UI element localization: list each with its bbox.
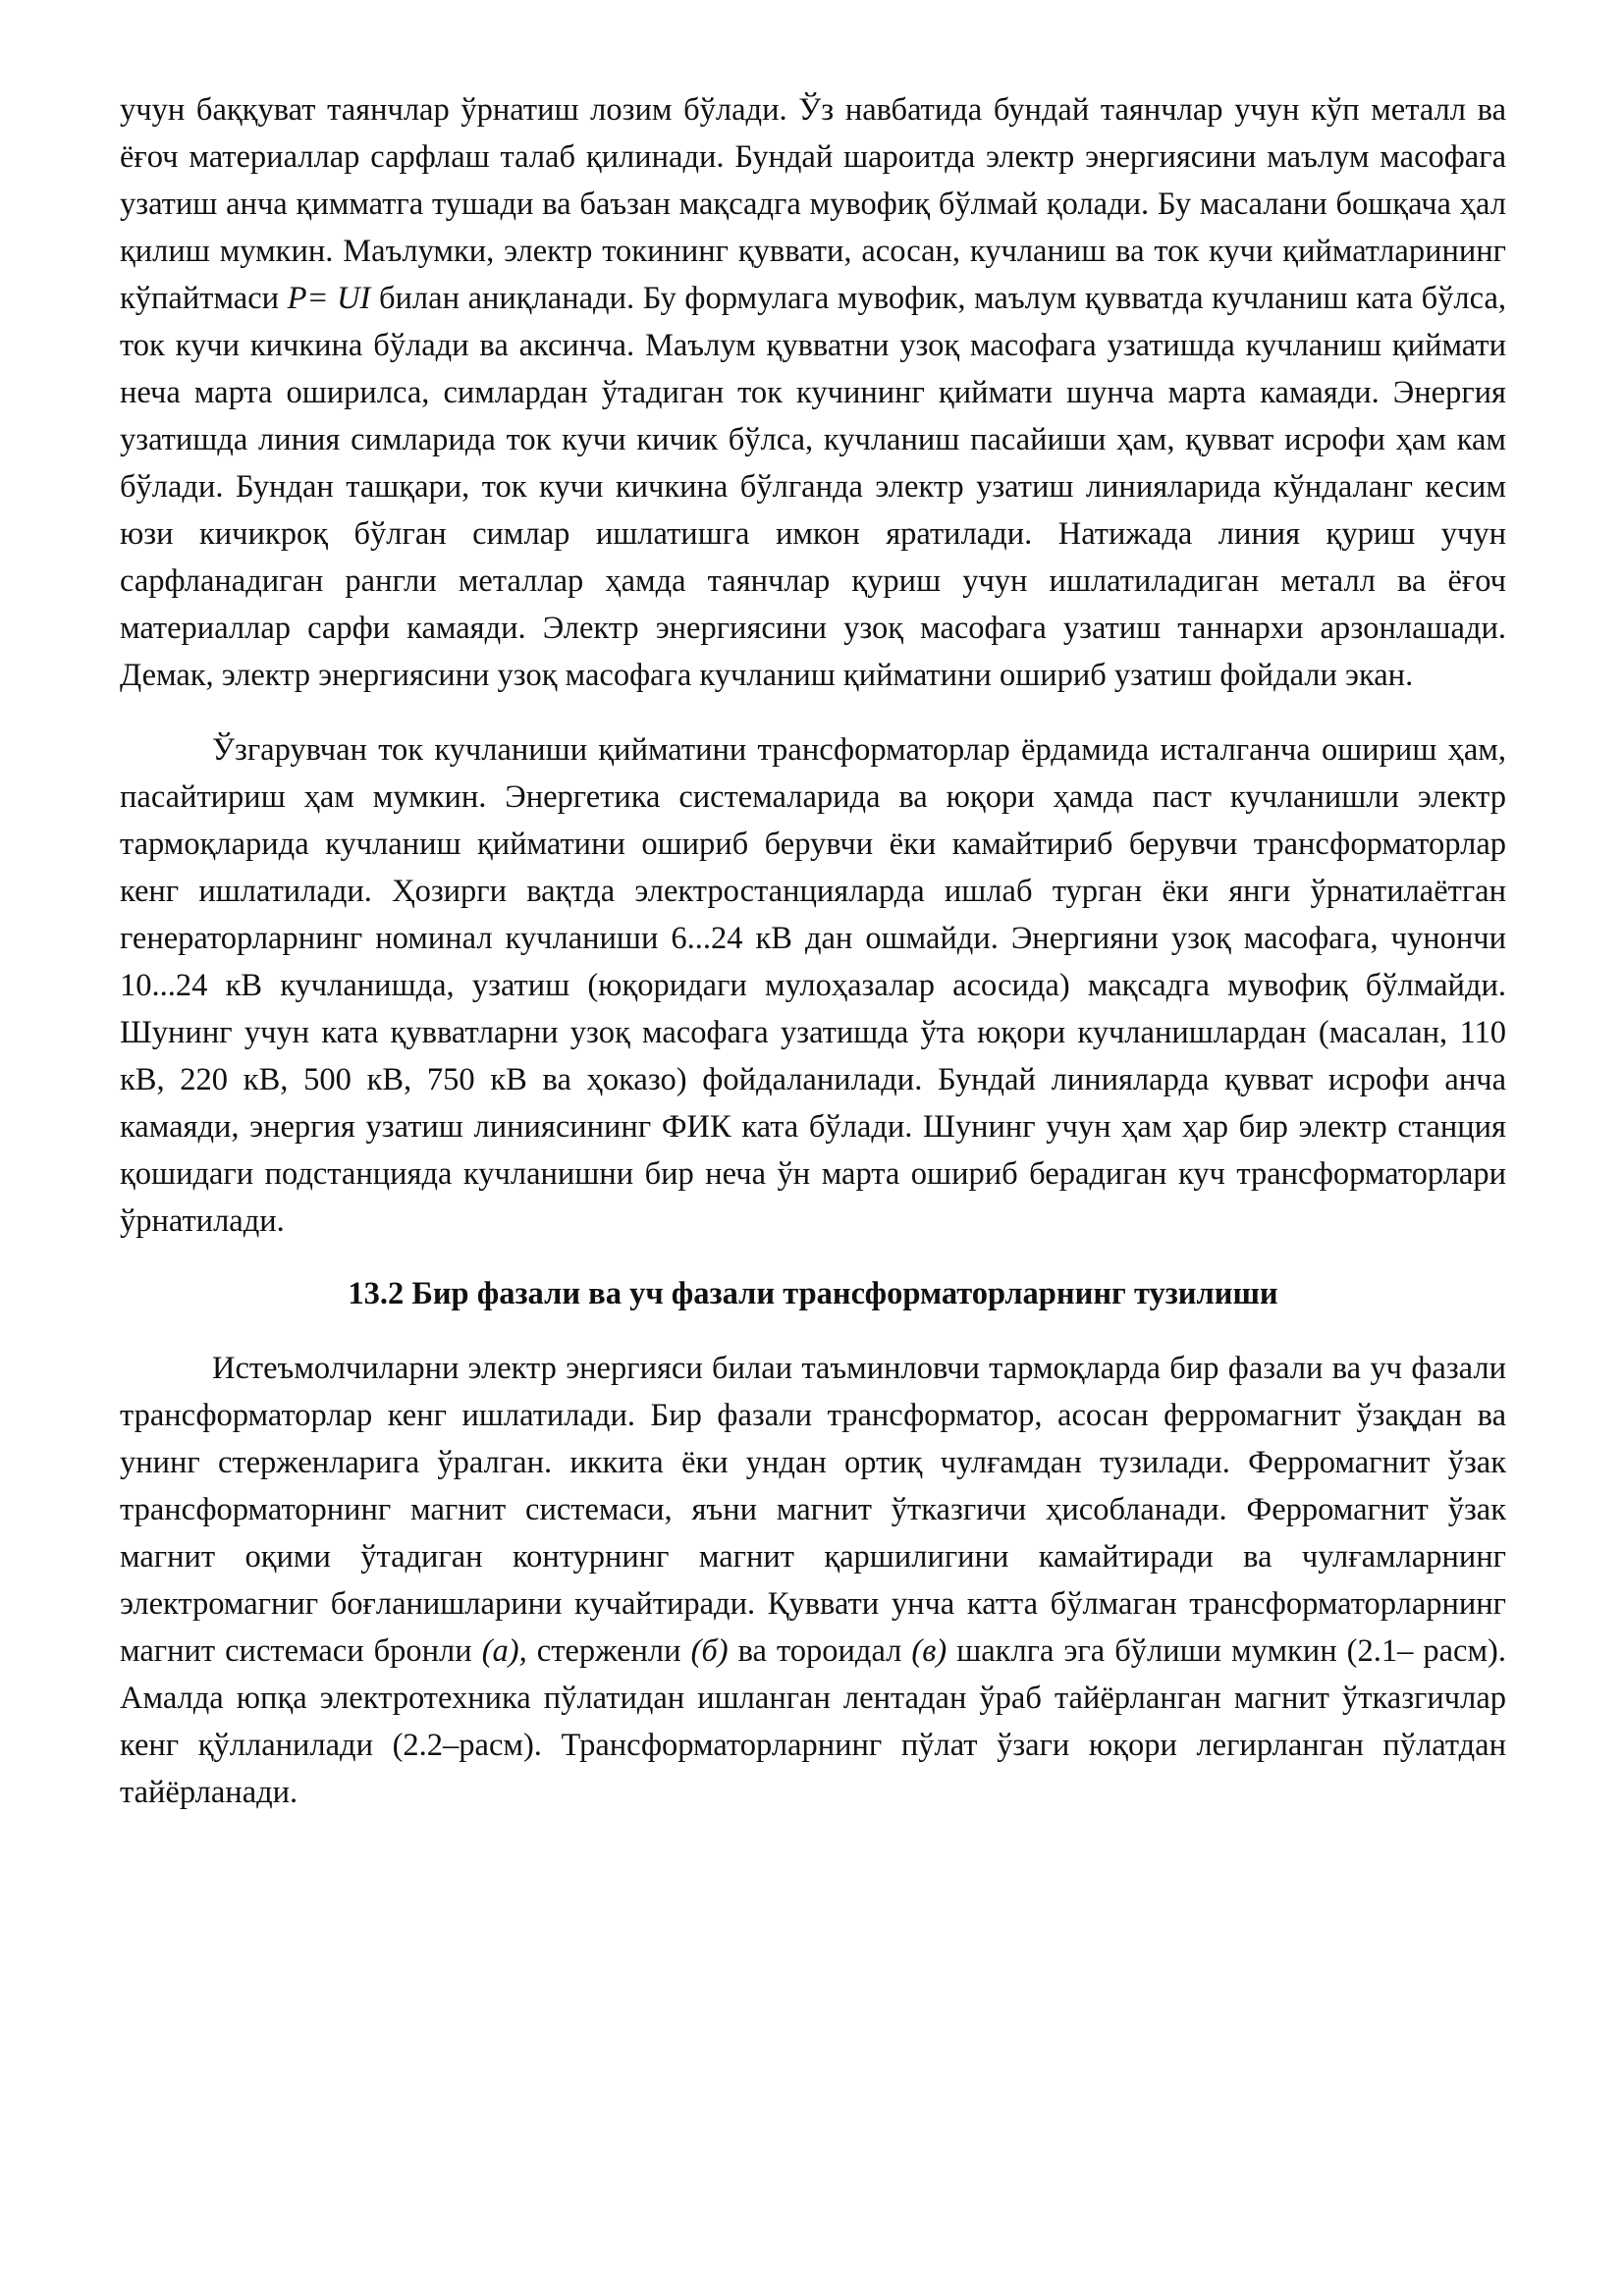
- paragraph-text: учун баққуват таянчлар ўрнатиш лозим бўлади. Ўз навбатида бундай таянчлар учун кўп металл ва ёғоч материаллар сарфлаш талаб қилинади. Бундай шароитда электр энергиясини маълум масофага узатиш анча қимматга тушади ва баъзан мақсадга мувофиқ бўлмай қолади. Бу масалани бошқача ҳал қилиш мумкин. Маълумки, электр токининг қуввати, асосан, кучланиш ва ток кучи қийматларининг кўпайтмаси: [120, 92, 1506, 316]
- paragraph-text: шаклга эга бўлиши мумкин (2.1– расм). Амалда юпқа электротехника пўлатидан ишланган лентадан ўраб тайёрланган магнит ўтказгичлар кенг қўлланилади (2.2–расм). Трансформаторларнинг пўлат ўзаги юқори легирланган пўлатдан тайёрланади.: [120, 1633, 1506, 1810]
- paragraph-text: ва тороидал: [728, 1633, 912, 1669]
- paragraph-transformer-structure: [120, 1345, 1506, 1816]
- paragraph-text: Истеъмолчиларни электр энергияси билаи таъминловчи тармоқларда бир фазали ва уч фазали трансформаторлар кенг ишлатилади. Бир фазали трансформатор, асосан ферромагнит ўзақдан ва унинг стерженларига ўралган. иккита ёки ундан ортиқ чулғамдан тузилади. Ферромагнит ўзак трансформаторнинг магнит системаси, яъни магнит ўтказгичи ҳисобланади. Ферромагнит ўзак магнит оқими ўтадиган контурнинг магнит қаршилигини камайтиради ва чулғамларнинг электромагниг боғланишларини кучайтиради. Қуввати унча катта бўлмаган трансформаторларнинг магнит системаси бронли: [120, 1351, 1506, 1669]
- document-page: [120, 86, 1506, 1816]
- section-heading: 13.2 Бир фазали ва уч фазали трансформаторларнинг тузилиши: [348, 1276, 1278, 1311]
- paragraph-text: билан аниқланади. Бу формулага мувофик, маълум қувватда кучланиш ката бўлса, ток кучи кичкина бўлади ва аксинча. Маълум қувватни узоқ масофага узатишда кучланиш қиймати неча марта оширилса, симлардан ўтадиган ток кучининг қиймати шунча марта камаяди. Энергия узатишда линия симларида ток кучи кичик бўлса, кучланиш пасайиши ҳам, қувват исрофи ҳам кам бўлади. Бундан ташқари, ток кучи кичкина бўлганда электр узатиш линияларида кўндаланг кесим юзи кичикроқ бўлган симлар ишлатишга имкон яратилади. Натижада линия қуриш учун сарфланадиган рангли металлар ҳамда таянчлар қуриш учун ишлатиладиган металл ва ёғоч материаллар сарфи камаяди. Электр энергиясини узоқ масофага узатиш таннархи арзонлашади. Демак, электр энергиясини узоқ масофага кучланиш қийматини ошириб узатиш фойдали экан.: [120, 281, 1507, 693]
- paragraph-power-transmission: [120, 86, 1506, 699]
- figure-label-v: (в): [911, 1633, 947, 1669]
- paragraph-text: стерженли: [526, 1633, 691, 1669]
- paragraph-transformers-voltage: Ўзгарувчан ток кучланиши қийматини трансформаторлар ёрдамида исталганча ошириш ҳам, пасайтириш ҳам мумкин. Энергетика системаларида ва юқори ҳамда паст кучланишли электр тармоқларида кучланиш қийматини ошириб берувчи ёки камайтириб берувчи трансформаторлар кенг ишлатилади. Ҳозирги вақтда электростанцияларда ишлаб турган ёки янги ўрнатилаётган генераторларнинг номинал кучланиши 6...24 кВ дан ошмайди. Энергияни узоқ масофага, чунончи 10...24 кВ кучланишда, узатиш (юқоридаги мулоҳазалар асосида) мақсадга мувофиқ бўлмайди. Шунинг учун ката қувватларни узоқ масофага узатишда ўта юқори кучланишлардан (масалан, 110 кВ, 220 кВ, 500 кВ, 750 кВ ва ҳоказо) фойдаланилади. Бундай линияларда қувват исрофи анча камаяди, энергия узатиш линиясининг ФИК ката бўлади. Шунинг учун ҳам ҳар бир электр станция қошидаги подстанцияда кучланишни бир неча ўн марта ошириб берадиган куч трансформаторлари ўрнатилади.: [120, 732, 1506, 1239]
- figure-label-b: (б): [690, 1633, 729, 1669]
- figure-label-a: (а),: [481, 1633, 527, 1669]
- power-formula: P= UI: [287, 281, 371, 316]
